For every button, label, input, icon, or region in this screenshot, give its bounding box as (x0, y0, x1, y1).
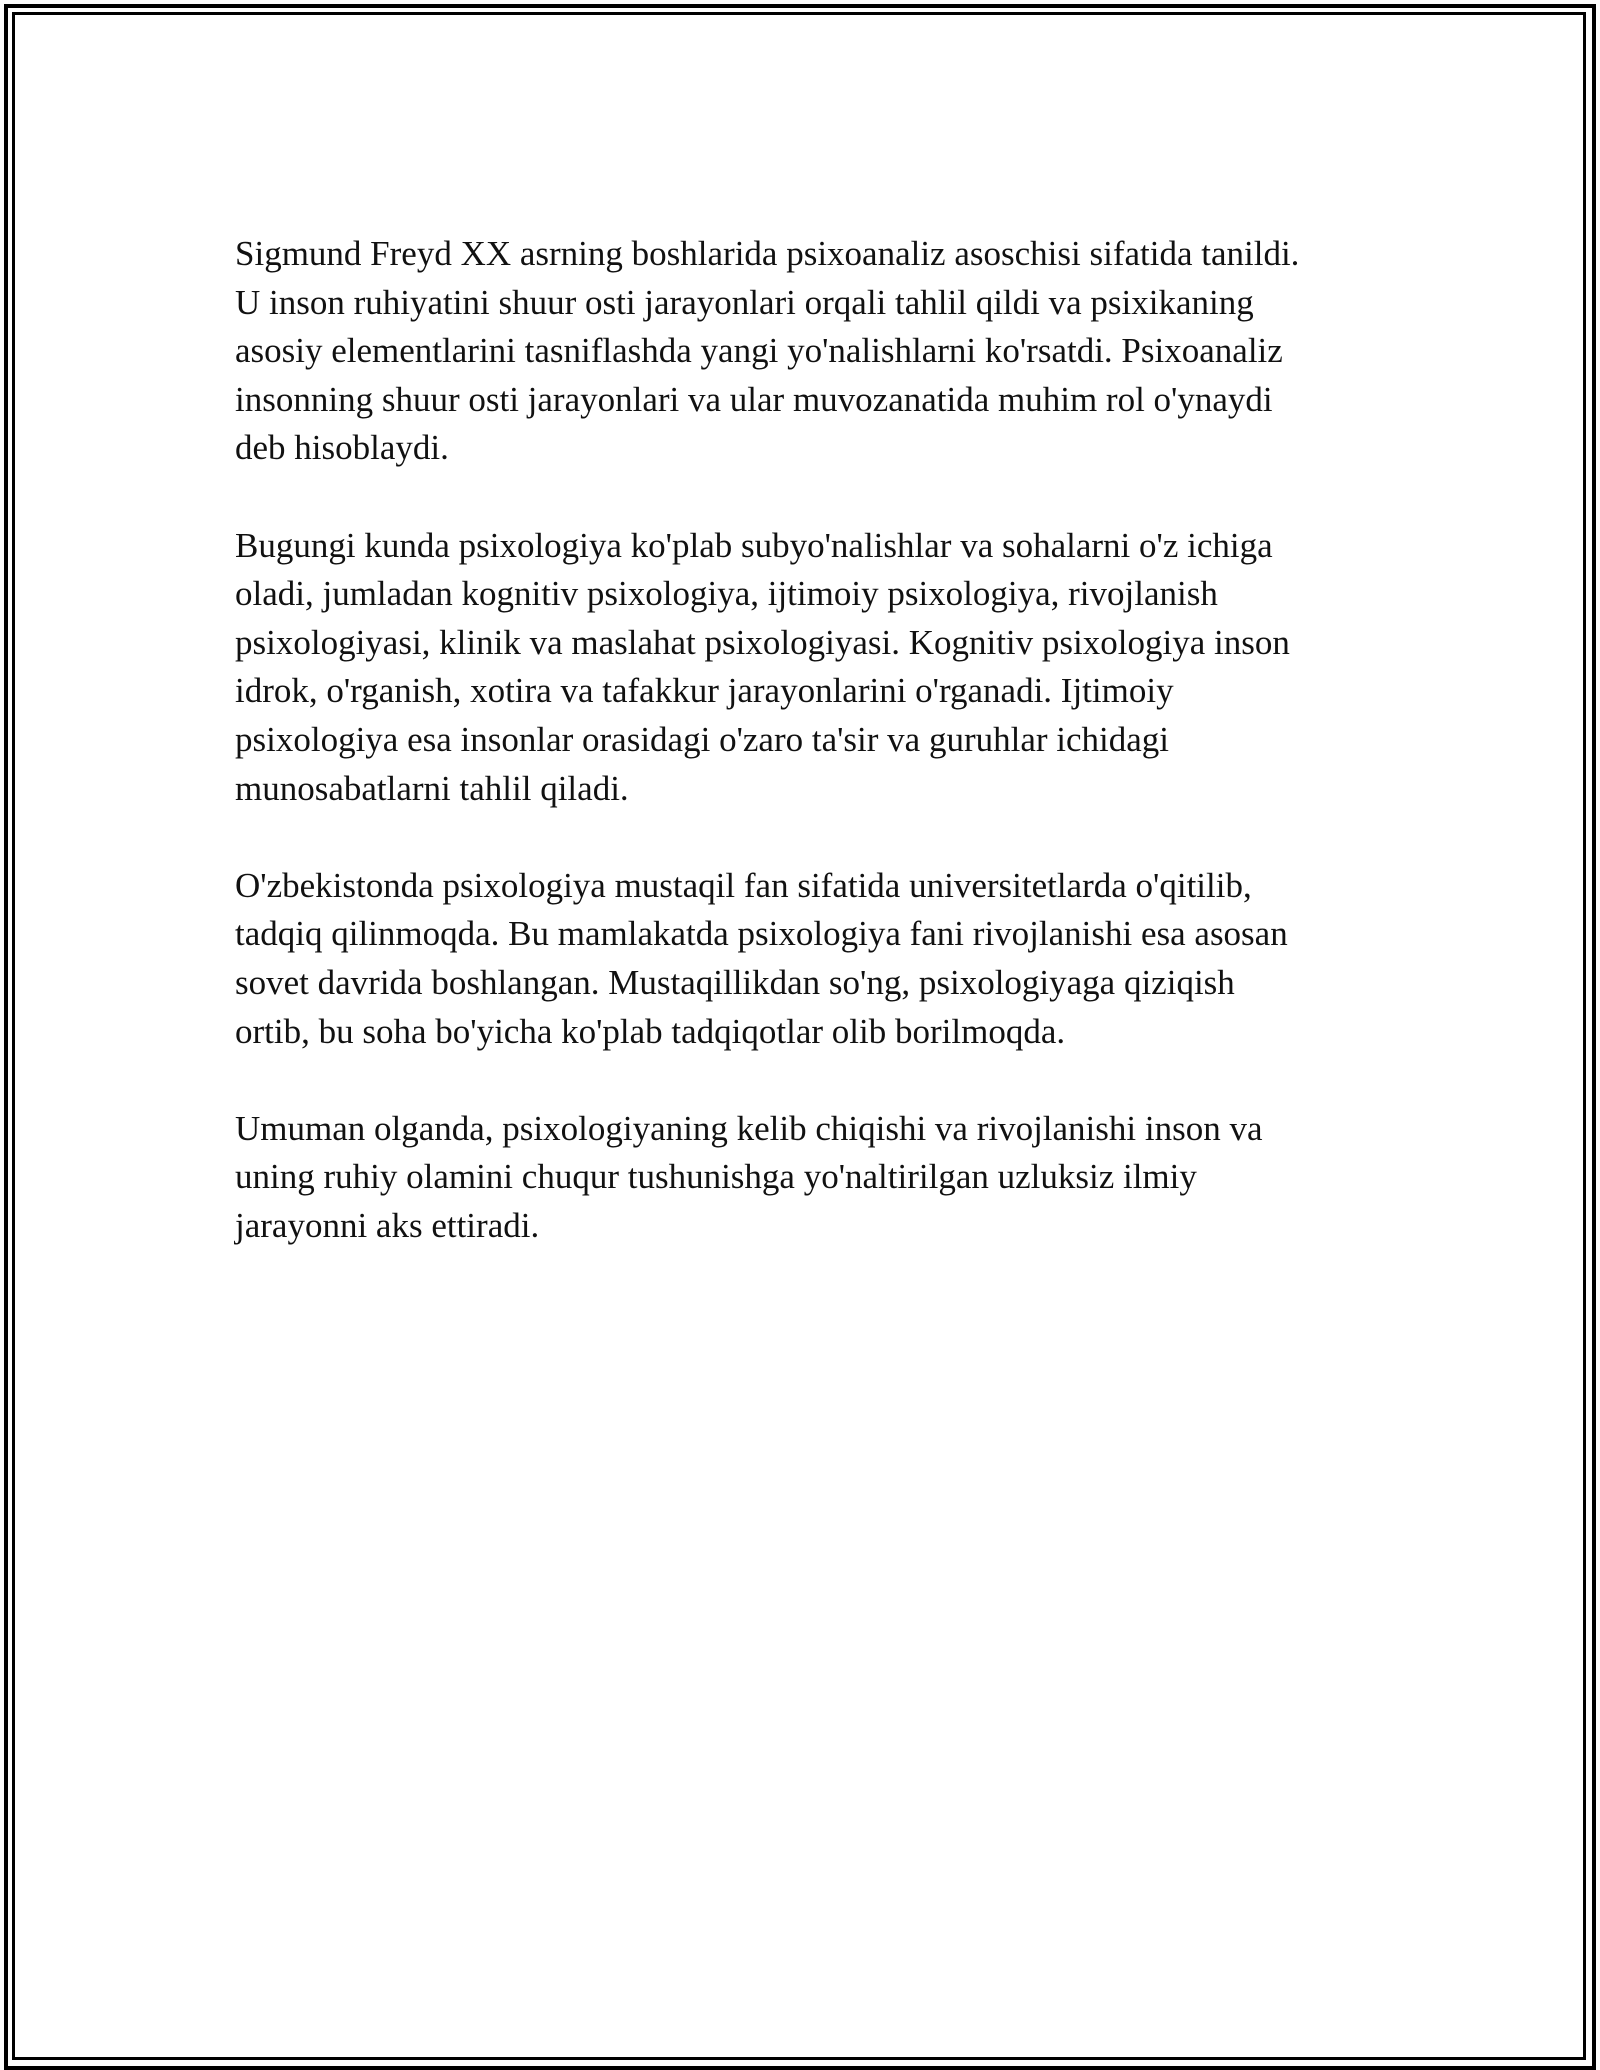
paragraph-conclusion: Umuman olganda, psixologiyaning kelib chiqishi va rivojlanishi inson va uning ruhiy olamini chuqur tushunishga yo'naltirilgan uzluksiz ilmiy jarayonni aks ettiradi. (235, 1108, 1263, 1245)
paragraph-freud: Sigmund Freyd XX asrning boshlarida psixoanaliz asoschisi sifatida tanildi. U inson ruhiyatini shuur osti jarayonlari orqali tahlil qildi va psixikaning asosiy elementlarini tasniflashda yangi yo'nalishlarni ko'rsatdi. Psixoanaliz insonning shuur osti jarayonlari va ular muvozanatida muhim rol o'ynaydi deb hisoblaydi. (235, 234, 1300, 468)
paragraph-branches: Bugungi kunda psixologiya ko'plab subyo'nalishlar va sohalarni o'z ichiga oladi, jumladan kognitiv psixologiya, ijtimoiy psixologiya, rivojlanish psixologiyasi, klinik va maslahat psixologiyasi. Kognitiv psixologiya inson idrok, o'rganish, xotira va tafakkur jarayonlarini o'rganadi. Ijtimoiy psixologiya esa insonlar orasidagi o'zaro ta'sir va guruhlar ichidagi munosabatlarni tahlil qiladi. (235, 525, 1290, 808)
document-body (235, 230, 1365, 1299)
paragraph-uzbekistan: O'zbekistonda psixologiya mustaqil fan sifatida universitetlarda o'qitilib, tadqiq qilinmoqda. Bu mamlakatda psixologiya fani rivojlanishi esa asosan sovet davrida boshlangan. Mustaqillikdan so'ng, psixologiyaga qiziqish ortib, bu soha bo'yicha ko'plab tadqiqotlar olib borilmoqda. (235, 865, 1288, 1051)
